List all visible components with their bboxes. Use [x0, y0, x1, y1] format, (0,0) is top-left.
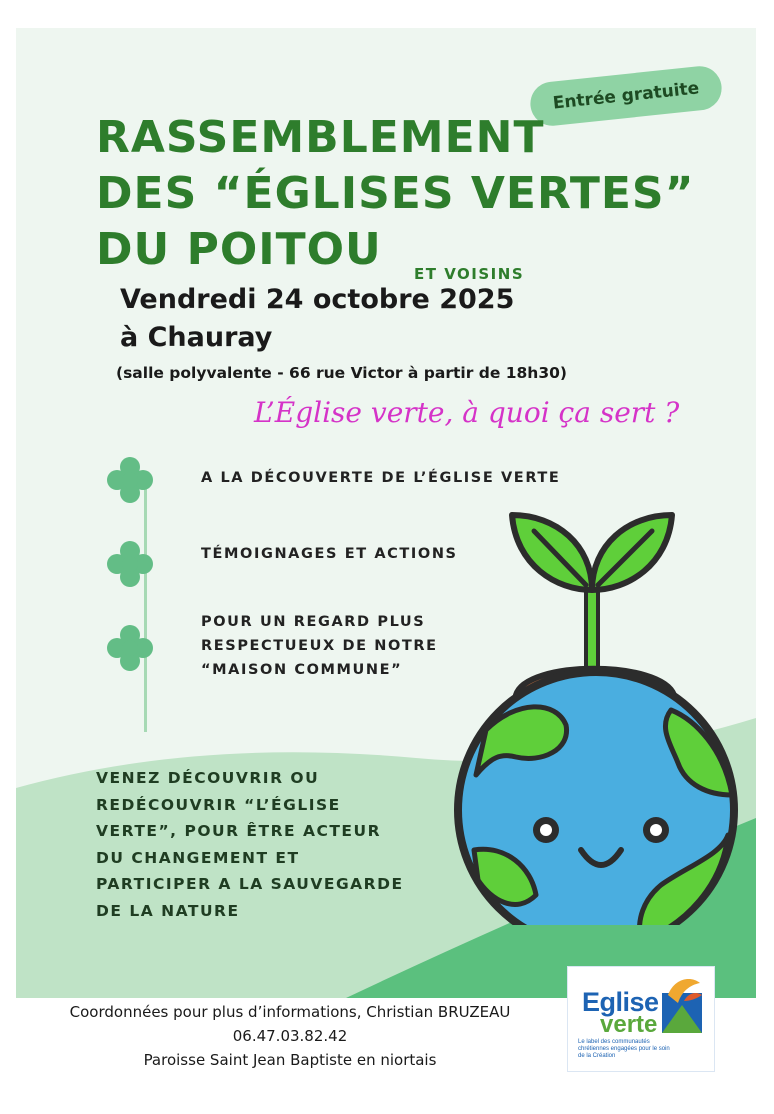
- logo-tagline: Le label des communautés chrétiennes engagées pour le soin de la Création: [578, 1039, 670, 1059]
- program-item-line: RESPECTUEUX DE NOTRE: [201, 638, 438, 654]
- title-line-1: RASSEMBLEMENT: [96, 112, 545, 163]
- poster: [16, 28, 756, 998]
- logo-word-eglise: Eglise: [582, 987, 659, 1017]
- title-line-2: DES “ÉGLISES VERTES”: [96, 168, 695, 219]
- program-item-3: [201, 610, 438, 682]
- bullet-stem: [144, 482, 147, 732]
- invitation-text: [96, 765, 404, 924]
- clover-icon: [104, 538, 156, 590]
- free-entry-badge: Entrée gratuite: [528, 64, 724, 128]
- event-city: à Chauray: [120, 322, 273, 353]
- title-line-3: DU POITOU: [96, 224, 382, 275]
- invitation-line: PARTICIPER A LA SAUVEGARDE: [96, 875, 404, 893]
- smiling-earth-illustration: [446, 495, 746, 925]
- invitation-line: DU CHANGEMENT ET: [96, 848, 300, 867]
- invitation-line: VENEZ DÉCOUVRIR OU: [96, 769, 320, 787]
- parish-name: Paroisse Saint Jean Baptiste en niortais: [143, 1051, 437, 1069]
- invitation-line: DE LA NATURE: [96, 901, 240, 920]
- event-venue: (salle polyvalente - 66 rue Victor à partir de 18h30): [116, 364, 567, 382]
- program-item-line: POUR UN REGARD PLUS: [201, 614, 426, 630]
- clover-icon: [104, 454, 156, 506]
- contact-line: Coordonnées pour plus d’informations, Christian BRUZEAU: [69, 1003, 511, 1021]
- event-date: Vendredi 24 octobre 2025: [120, 284, 515, 315]
- program-item-line: TÉMOIGNAGES ET ACTIONS: [201, 546, 458, 562]
- logo-word-verte: verte: [600, 1011, 658, 1038]
- phone-number: 06.47.03.82.42: [232, 1027, 348, 1045]
- clover-icon: [104, 622, 156, 674]
- title-suffix: ET VOISINS: [414, 265, 525, 283]
- tagline: L’Église verte, à quoi ça sert ?: [254, 396, 680, 429]
- program-item-line: A LA DÉCOUVERTE DE L’ÉGLISE VERTE: [201, 470, 561, 486]
- contact-footer: [20, 1000, 560, 1072]
- invitation-line: VERTE”, POUR ÊTRE ACTEUR: [96, 822, 382, 840]
- program-item-2: [201, 542, 458, 566]
- program-item-line: “MAISON COMMUNE”: [201, 662, 403, 678]
- eglise-verte-logo: [567, 966, 715, 1072]
- logo-mark-icon: [660, 975, 704, 1035]
- program-item-1: [201, 466, 560, 490]
- invitation-line: REDÉCOUVRIR “L’ÉGLISE: [96, 795, 341, 814]
